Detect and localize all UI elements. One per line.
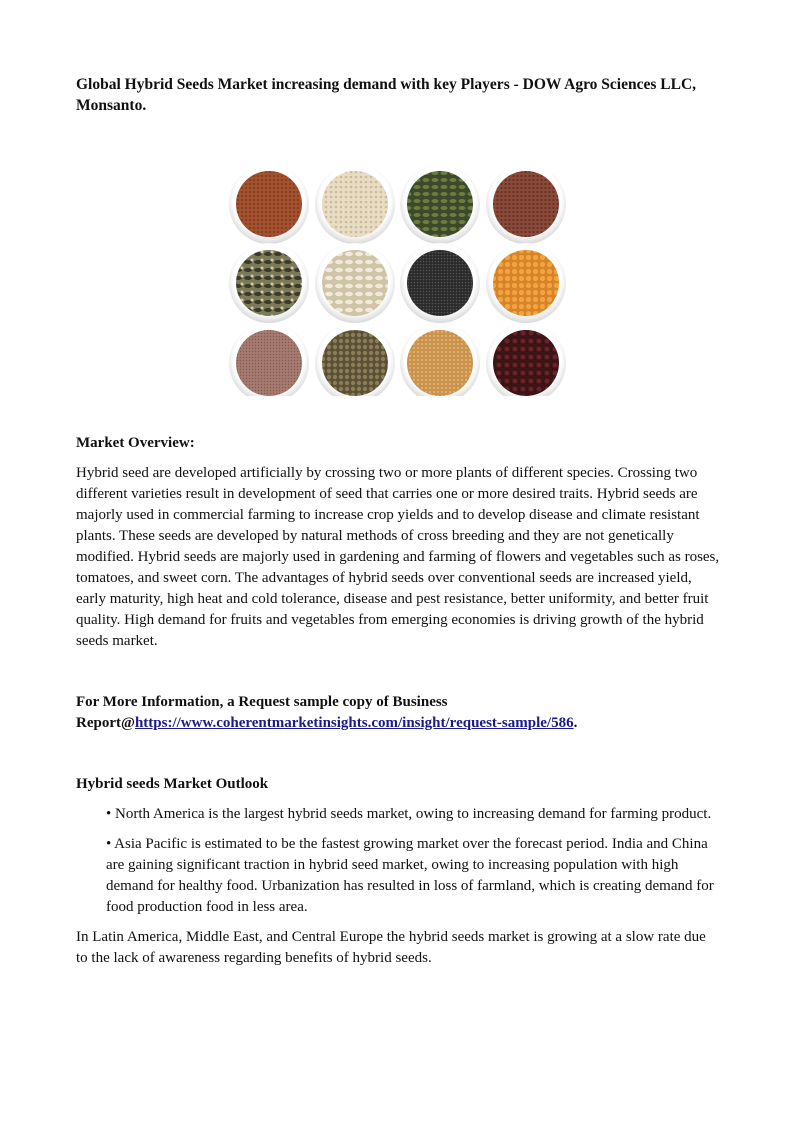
more-info-suffix: . [573, 715, 578, 731]
figure-container [76, 170, 721, 396]
request-sample-link[interactable]: https://www.coherentmarketinsights.com/insight/request-sample/586 [134, 715, 574, 731]
market-overview-heading: Market Overview: [76, 435, 195, 451]
bowl-mix [229, 243, 309, 323]
document-title: Global Hybrid Seeds Market increasing demand with key Players - DOW Agro Sciences LLC, Monsanto. [76, 76, 697, 114]
market-overview-body: Hybrid seed are developed artificially by crossing two or more plants of different species. Crossing two different varieties result in development of seed that carries one or more desired traits. Hybrid seeds are majorly used in commercial farming to increase crop yields and to develop disease and climate resistant plants. These seeds are developed by natural methods of cross breeding and they are not genetically modified. Hybrid seeds are majorly used in gardening and farming of flowers and vegetables such as roses, tomatoes, and sweet corn. The advantages of hybrid seeds over conventional seeds are increased yield, early maturity, high heat and cold tolerance, disease and pest resistance, better uniformity, and better fruit quality. High demand for fruits and vegetables from emerging economies is driving growth of the hybrid seeds market. [76, 465, 720, 649]
outlook-heading: Hybrid seeds Market Outlook [76, 776, 269, 792]
more-info-paragraph [76, 692, 721, 734]
outlook-bullet-item: • Asia Pacific is estimated to be the fastest growing market over the forecast period. India and China are gaining significant traction in hybrid seed market, owing to increasing population with high demand for healthy food. Urbanization has resulted in loss of farmland, which is creating demand for food production food in less area. [106, 836, 714, 915]
bowl-chia [400, 243, 480, 323]
bowl-sunflower [315, 243, 395, 323]
outlook-bullet-item: • North America is the largest hybrid seeds market, owing to increasing demand for farming product. [106, 806, 712, 822]
seed-bowls-image [224, 170, 570, 396]
outlook-closing-paragraph: In Latin America, Middle East, and Central Europe the hybrid seeds market is growing at a slow rate due to the lack of awareness regarding benefits of hybrid seeds. [76, 929, 706, 966]
bowl-corn [486, 243, 566, 323]
document-page [76, 74, 721, 969]
outlook-bullet-list [106, 804, 721, 918]
more-info-prefix: For More Information, a Request sample copy of Business Report@ [76, 694, 448, 731]
